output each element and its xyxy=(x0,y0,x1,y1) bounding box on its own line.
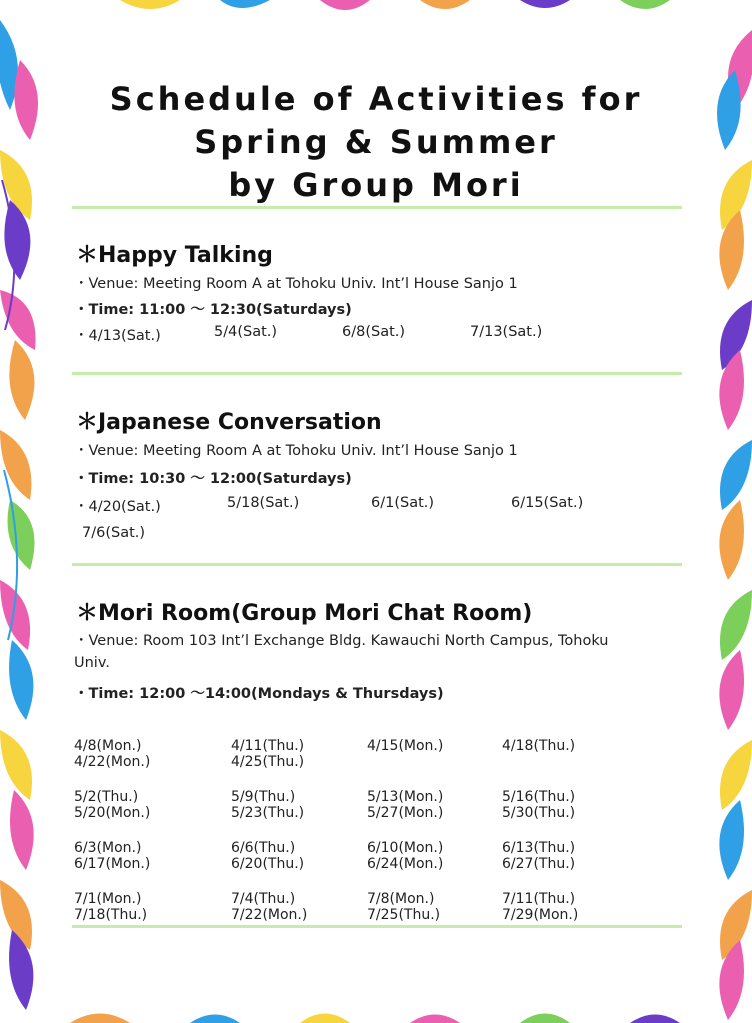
section-divider xyxy=(72,563,682,566)
leaf-decoration-top xyxy=(120,0,670,10)
date-item: 7/8(Mon.) xyxy=(367,891,435,907)
date-item: 5/23(Thu.) xyxy=(231,805,305,821)
date-item: 5/20(Mon.) xyxy=(74,805,151,821)
title-line-3: by Group Mori xyxy=(228,166,524,204)
date-item: 6/10(Mon.) xyxy=(367,840,444,856)
date-item: 6/20(Thu.) xyxy=(231,856,305,872)
date-item: 5/4(Sat.) xyxy=(214,324,278,340)
section-divider xyxy=(72,925,682,928)
page-title xyxy=(0,78,752,207)
date-item: 7/4(Thu.) xyxy=(231,891,296,907)
date-item: 6/6(Thu.) xyxy=(231,840,296,856)
mori-room-time: ・Time: 12:00 ～14:00(Mondays & Thursdays) xyxy=(74,686,444,702)
date-item: 6/17(Mon.) xyxy=(74,856,151,872)
date-item: 5/9(Thu.) xyxy=(231,789,296,805)
date-item: 4/11(Thu.) xyxy=(231,738,305,754)
happy-talking-time: ・Time: 11:00 ～ 12:30(Saturdays) xyxy=(74,302,352,318)
title-line-1: Schedule of Activities for xyxy=(109,80,643,118)
date-item: 4/8(Mon.) xyxy=(74,738,142,754)
date-item: 7/13(Sat.) xyxy=(470,324,543,340)
date-item: 7/25(Thu.) xyxy=(367,907,441,923)
section-divider xyxy=(72,372,682,375)
date-item: 7/29(Mon.) xyxy=(502,907,579,923)
title-line-2: Spring & Summer xyxy=(194,123,558,161)
date-item: 7/1(Mon.) xyxy=(74,891,142,907)
date-item: 5/2(Thu.) xyxy=(74,789,139,805)
date-item: ・4/13(Sat.) xyxy=(74,328,161,344)
japanese-conversation-time: ・Time: 10:30 ～ 12:00(Saturdays) xyxy=(74,471,352,487)
date-item: 6/8(Sat.) xyxy=(342,324,406,340)
date-item: 6/1(Sat.) xyxy=(371,495,435,511)
date-item: 7/22(Mon.) xyxy=(231,907,308,923)
date-item: 5/16(Thu.) xyxy=(502,789,576,805)
mori-room-venue-cont: Univ. xyxy=(74,655,110,671)
date-item: 5/27(Mon.) xyxy=(367,805,444,821)
date-item: 6/24(Mon.) xyxy=(367,856,444,872)
date-item: 4/18(Thu.) xyxy=(502,738,576,754)
mori-room-venue: ・Venue: Room 103 Int’l Exchange Bldg. Kawauchi North Campus, Tohoku xyxy=(74,633,609,649)
date-item: 4/22(Mon.) xyxy=(74,754,151,770)
japanese-conversation-heading: ＊Japanese Conversation xyxy=(76,410,382,435)
date-item: 7/11(Thu.) xyxy=(502,891,576,907)
date-item: 5/13(Mon.) xyxy=(367,789,444,805)
date-item: 5/18(Sat.) xyxy=(227,495,300,511)
date-item: 6/15(Sat.) xyxy=(511,495,584,511)
date-item: 6/13(Thu.) xyxy=(502,840,576,856)
japanese-conversation-venue: ・Venue: Meeting Room A at Tohoku Univ. Int’l House Sanjo 1 xyxy=(74,443,518,459)
date-item: 6/3(Mon.) xyxy=(74,840,142,856)
date-item: ・4/20(Sat.) xyxy=(74,499,161,515)
date-item: 6/27(Thu.) xyxy=(502,856,576,872)
date-item: 7/6(Sat.) xyxy=(82,525,146,541)
date-item: 4/15(Mon.) xyxy=(367,738,444,754)
section-divider xyxy=(72,206,682,209)
date-item: 4/25(Thu.) xyxy=(231,754,305,770)
date-item: 5/30(Thu.) xyxy=(502,805,576,821)
happy-talking-heading: ＊Happy Talking xyxy=(76,243,273,268)
date-item: 7/18(Thu.) xyxy=(74,907,148,923)
leaf-decoration-bottom xyxy=(70,1014,680,1023)
mori-room-heading: ＊Mori Room(Group Mori Chat Room) xyxy=(76,601,533,626)
happy-talking-venue: ・Venue: Meeting Room A at Tohoku Univ. Int’l House Sanjo 1 xyxy=(74,276,518,292)
